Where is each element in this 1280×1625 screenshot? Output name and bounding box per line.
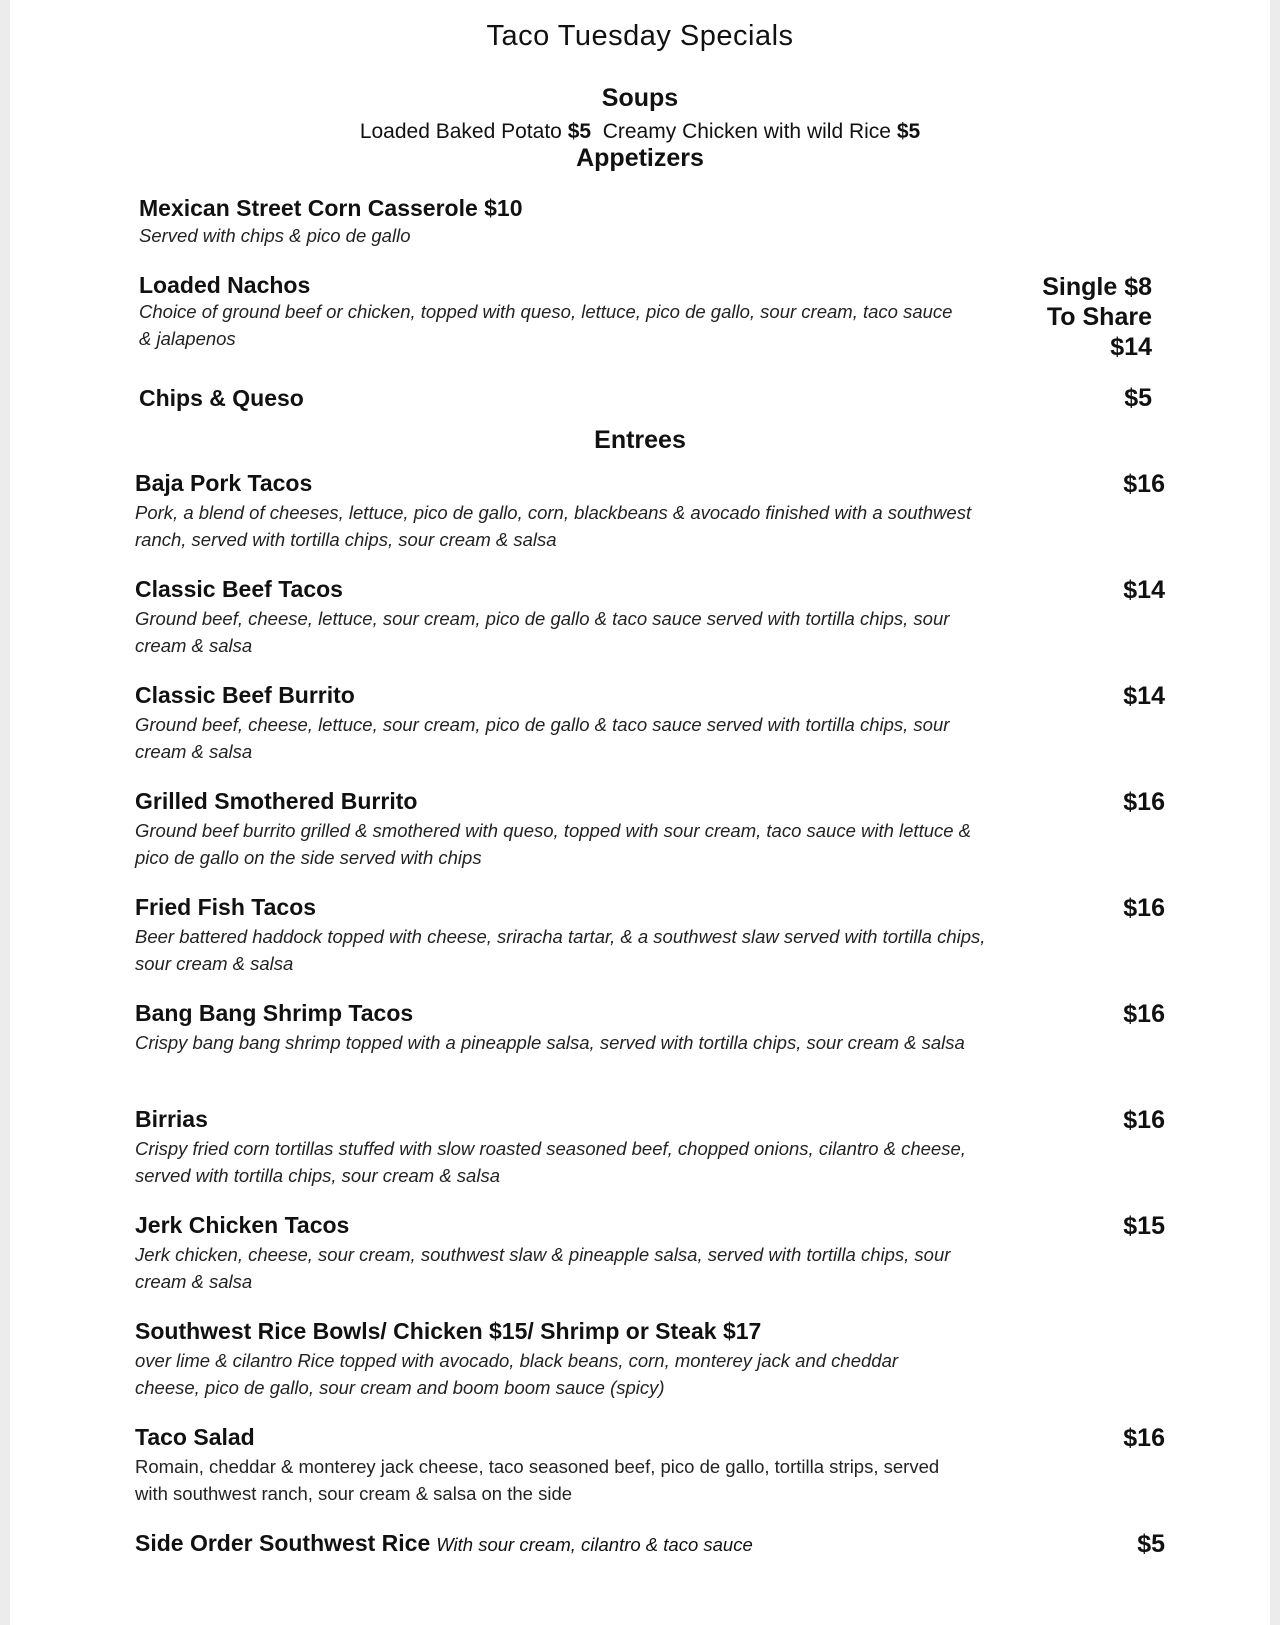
soups-line xyxy=(10,120,1270,144)
price-share-label: To Share xyxy=(1046,303,1152,331)
item-description: Ground beef burrito grilled & smothered with queso, topped with sour cream, taco sauce with lettuce & pico de gallo on the side served with chips xyxy=(135,820,972,868)
item-name: Mexican Street Corn Casserole $10 xyxy=(139,195,523,221)
item-price: $16 xyxy=(1123,788,1165,816)
menu-item xyxy=(135,682,1165,772)
item-name: Taco Salad xyxy=(135,1424,255,1450)
item-description: Pork, a blend of cheeses, lettuce, pico de gallo, corn, blackbeans & avocado finished with a southwest ranch, served with tortilla chips, sour cream & salsa xyxy=(135,502,972,550)
item-name: Birrias xyxy=(135,1106,208,1132)
item-name: Jerk Chicken Tacos xyxy=(135,1212,350,1238)
item-name: Side Order Southwest Rice xyxy=(135,1530,431,1556)
soup-price: $5 xyxy=(567,120,592,143)
item-description: Ground beef, cheese, lettuce, sour cream, pico de gallo & taco sauce served with tortilla chips, sour cream & salsa xyxy=(135,714,950,762)
item-description: Jerk chicken, cheese, sour cream, southwest slaw & pineapple salsa, served with tortilla chips, sour cream & salsa xyxy=(135,1244,951,1292)
item-description: over lime & cilantro Rice topped with avocado, black beans, corn, monterey jack and cheddar cheese, pico de gallo, sour cream and boom boom sauce (spicy) xyxy=(135,1350,899,1398)
menu-item xyxy=(135,1424,1165,1514)
menu-item xyxy=(135,1318,1165,1408)
menu-item xyxy=(135,470,1165,560)
price-share: $14 xyxy=(1110,333,1152,361)
item-description: Beer battered haddock topped with cheese, sriracha tartar, & a southwest slaw served with tortilla chips, sour cream & salsa xyxy=(135,926,986,974)
item-price: $14 xyxy=(1123,576,1165,604)
item-price: $16 xyxy=(1123,894,1165,922)
soup-name: Creamy Chicken with wild Rice xyxy=(602,120,891,143)
item-price: $16 xyxy=(1123,1424,1165,1452)
item-description: With sour cream, cilantro & taco sauce xyxy=(436,1534,753,1555)
page-title: Taco Tuesday Specials xyxy=(486,20,794,52)
item-price: $16 xyxy=(1123,1000,1165,1028)
menu-item xyxy=(135,788,1165,878)
item-description: Ground beef, cheese, lettuce, sour cream, pico de gallo & taco sauce served with tortilla chips, sour cream & salsa xyxy=(135,608,950,656)
item-price: $16 xyxy=(1123,470,1165,498)
item-description: Crispy fried corn tortillas stuffed with slow roasted seasoned beef, chopped onions, cilantro & cheese, served with tortilla chips, sour cream & salsa xyxy=(135,1138,966,1186)
soup-price: $5 xyxy=(896,120,921,143)
menu-item xyxy=(135,1000,1165,1090)
item-name: Classic Beef Burrito xyxy=(135,682,355,708)
item-name: Baja Pork Tacos xyxy=(135,470,313,496)
item-name: Bang Bang Shrimp Tacos xyxy=(135,1000,414,1026)
menu-item xyxy=(135,1212,1165,1302)
menu-item xyxy=(135,576,1165,666)
item-description: Served with chips & pico de gallo xyxy=(139,225,411,246)
appetizers-heading: Appetizers xyxy=(576,144,704,172)
item-name: Classic Beef Tacos xyxy=(135,576,343,602)
item-price: $15 xyxy=(1123,1212,1165,1240)
item-name: Fried Fish Tacos xyxy=(135,894,317,920)
item-price: $16 xyxy=(1123,1106,1165,1134)
entrees-heading: Entrees xyxy=(594,426,686,454)
item-name: Grilled Smothered Burrito xyxy=(135,788,418,814)
price-single: Single $8 xyxy=(1042,273,1152,301)
item-name: Southwest Rice Bowls/ Chicken $15/ Shrimp or Steak $17 xyxy=(135,1318,762,1344)
item-price: $14 xyxy=(1123,682,1165,710)
menu-page xyxy=(10,0,1270,1625)
soup-name: Loaded Baked Potato xyxy=(359,120,562,143)
item-description: Choice of ground beef or chicken, topped with queso, lettuce, pico de gallo, sour cream, taco sauce & jalapenos xyxy=(139,301,953,349)
item-description: Crispy bang bang shrimp topped with a pineapple salsa, served with tortilla chips, sour cream & salsa xyxy=(135,1032,965,1053)
soups-heading: Soups xyxy=(601,84,679,112)
item-name: Chips & Queso xyxy=(139,385,304,411)
nachos-price xyxy=(952,272,1152,362)
side-order-item xyxy=(135,1530,1165,1570)
item-name: Loaded Nachos xyxy=(139,272,311,298)
menu-item xyxy=(135,894,1165,984)
item-price: $5 xyxy=(1124,384,1152,412)
item-description: Romain, cheddar & monterey jack cheese, taco seasoned beef, pico de gallo, tortilla strips, served with southwest ranch, sour cream & salsa on the side xyxy=(135,1456,940,1504)
item-price: $5 xyxy=(1137,1530,1165,1558)
menu-item xyxy=(135,1106,1165,1196)
